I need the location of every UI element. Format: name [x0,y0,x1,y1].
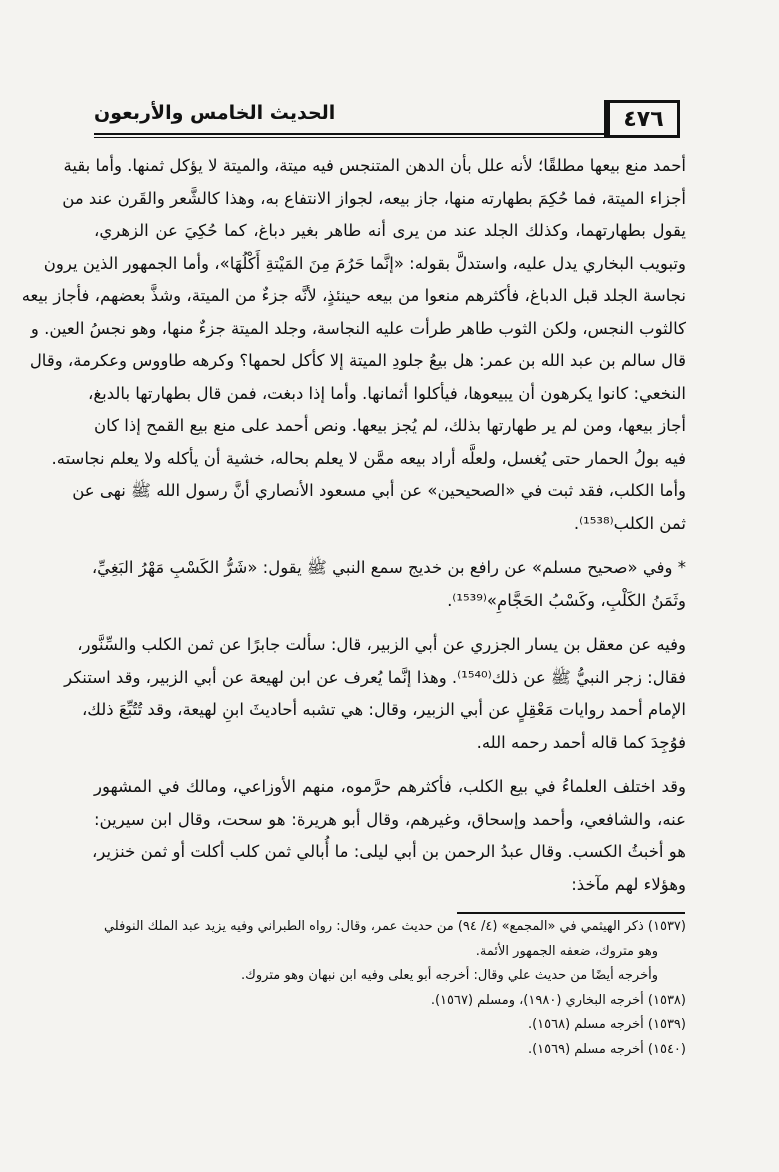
page-header [94,100,680,136]
text-line: أجاز بيعها، ومن لم ير طهارتها بذلك، لم يُجز بيعها. ونص أحمد على منع بيع القمح إذا كان [94,416,686,435]
text-line: كالثوب النجس، ولكن الثوب طاهر طرأت عليه النجاسة، وجلد الميتة جزءٌ منها، وهو نجسُ العين. و [30,318,686,338]
paragraph-gap [94,540,686,552]
text-line: وأما الكلب، فقد ثبت في «الصحيحين» عن أبي مسعود الأنصاري أنَّ رسول الله ﷺ نهى عن [72,481,686,500]
header-rule-thin [94,137,606,138]
footnote-line: (١٥٣٨) أخرجه البخاري (١٩٨٠)، ومسلم (١٥٦٧). [430,992,686,1008]
text-line: ثمن الكلب⁽¹⁵³⁸⁾. [573,513,686,533]
running-title: الحديث الخامس والأربعون [94,102,336,124]
text-line: وهؤلاء لهم مآخذ: [571,874,686,894]
paragraph-gap [94,759,686,771]
main-text [21,150,686,901]
page-number: ٤٧٦ [604,100,680,138]
footnote-line: (١٥٣٩) أخرجه مسلم (١٥٦٨). [527,1017,686,1032]
text-line: النخعي: كانوا يكرهون أن يبيعوها، فيأكلوا أثمانها. وأما إذا دبغت، فمن قال بطهارتها بالدبغ، [88,383,686,403]
text-line: نجاسة الجلد قبل الدباغ، فأكثرهم منعوا من بيعه حينئذٍ، لأنَّه جزءٌ من الميتة، وشذَّ بعضهم، فأجاز بيعه [21,286,686,305]
footnote-separator [457,912,685,914]
text-line: فوُجِدَ كما قاله أحمد رحمه الله. [476,732,686,752]
text-line: هو أخبثُ الكسب. وقال عبدُ الرحمن بن أبي ليلى: ما أُبالي ثمن كلب أكلت أو ثمن خنزير، [92,842,686,861]
text-line: فيه بولُ الحمار حتى يُغسل، ولعلَّه أراد بيعه ممَّن لا يعلم بحاله، خشية أن يأكله ولا يعلم نجاسته. [51,448,686,468]
text-line: * وفي «صحيح مسلم» عن رافع بن خديج سمع النبي ﷺ يقول: «شَرُّ الكَسْبِ مَهْرُ البَغِيِّ، [91,558,686,577]
text-line: وتبويب البخاري يدل عليه، واستدلَّ بقوله: «إنَّما حَرُمَ مِنَ المَيْتةِ أَكْلُهَا»، وأما الجمهور الذين يرون [43,253,686,273]
text-line: أحمد منع بيعها مطلقًا؛ لأنه علل بأن الدهن المتنجس فيه ميتة، والميتة لا يؤكل ثمنها. وأما بقية [63,156,686,175]
text-line: وقد اختلف العلماءُ في بيع الكلب، فأكثرهم حرَّموه، منهم الأوزاعي، ومالك في المشهور [94,777,686,796]
text-line: عنه، والشافعي، وأحمد وإسحاق، وغيرهم، وقال أبو هريرة: هو سحت، وقال ابن سيرين: [94,809,686,829]
paragraph-gap [94,617,686,629]
footnote-line: وأخرجه أيضًا من حديث علي وقال: أخرجه أبو يعلى وفيه ابن نبهان وهو متروك. [241,968,658,983]
text-line: وفيه عن معقل بن يسار الجزري عن أبي الزبير، قال: سألت جابرًا عن ثمن الكلب والسِّنَّور، [77,635,686,654]
text-line: الإمام أحمد روايات مَعْقِلٍ عن أبي الزبير، وقال: هي تشبه أحاديثَ ابنِ لهيعة، وقد تُتُبِّعَ ذلك، [81,700,686,719]
footnote-line: وهو متروك، ضعفه الجمهور الأئمة. [475,943,658,959]
footnote-line: (١٥٣٧) ذكر الهيثمي في «المجمع» (٤/ ٩٤) من حديث عمر، وقال: رواه الطبراني وفيه يزيد عبد الملك النوفلي [103,919,686,934]
text-line: يقول بطهارتهما، وكذلك الجلد عند من يرى أنه طاهر بغير دباغ، كما حُكِيَ عن الزهري، [94,221,686,240]
footnotes [94,915,686,1062]
footnote-line: (١٥٤٠) أخرجه مسلم (١٥٦٩). [527,1041,686,1057]
header-rule [94,133,606,135]
text-line: وثَمَنُ الكَلْبِ، وكَسْبُ الحَجَّامِ»⁽¹⁵³⁹⁾. [447,590,686,610]
text-line: قال سالم بن عبد الله بن عمر: هل بيعُ جلودِ الميتة إلا كأكل لحمها؟ وكرهه طاووس وعكرمة، وقال [29,351,686,370]
text-line: أجزاء الميتة، فما حُكِمَ بطهارته منها، جاز بيعه، لجواز الانتفاع به، وهذا كالشَّعر والقَرن عند من [62,188,686,208]
text-line: فقال: زجر النبيُّ ﷺ عن ذلك⁽¹⁵⁴⁰⁾. وهذا إنَّما يُعرف عن ابن لهيعة عن أبي الزبير، وقد استنكر [64,667,686,687]
